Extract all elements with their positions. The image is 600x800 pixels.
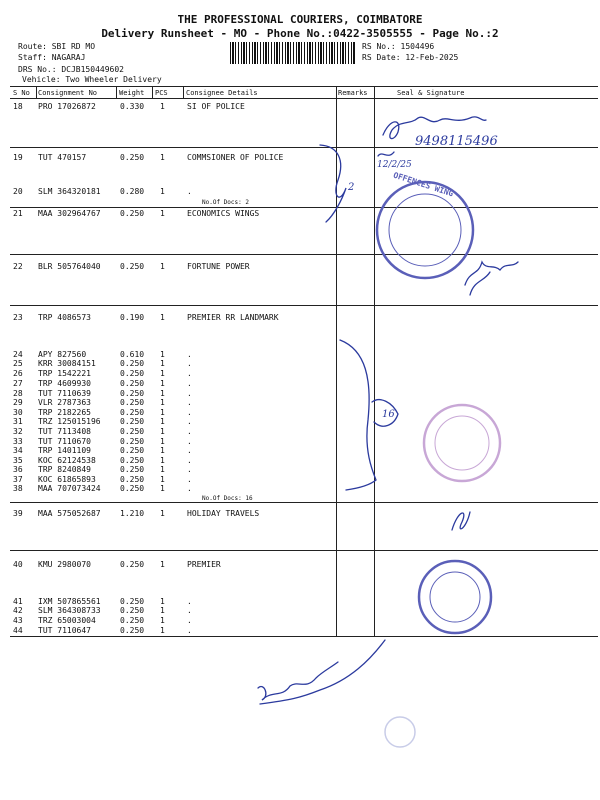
- staff-label: Staff: NAGARAJ: [18, 53, 86, 62]
- row-sno: 18: [13, 102, 23, 111]
- row-pcs: 1: [160, 427, 165, 436]
- row-weight: 0.250: [120, 408, 145, 417]
- row-consignment-no: TRP 1542221: [38, 369, 91, 378]
- row-sno: 31: [13, 417, 23, 426]
- row-consignee: .: [187, 408, 192, 417]
- row-weight: 0.250: [120, 369, 145, 378]
- row-sno: 38: [13, 484, 23, 493]
- row-consignment-no: TUT 7113408: [38, 427, 91, 436]
- row-sno: 32: [13, 427, 23, 436]
- row-consignee: .: [187, 597, 192, 606]
- seal-stamp-1: [377, 182, 473, 278]
- row-consignment-no: TRZ 65003004: [38, 616, 96, 625]
- row-consignee: PREMIER: [187, 560, 221, 569]
- row-consignee: .: [187, 484, 192, 493]
- row-pcs: 1: [160, 446, 165, 455]
- row-consignee: .: [187, 475, 192, 484]
- row-weight: 0.250: [120, 389, 145, 398]
- row-pcs: 1: [160, 509, 165, 518]
- drs-number: DRS No.: DCJB150449602: [18, 65, 124, 74]
- handwritten-phone: 9498115496: [415, 134, 498, 149]
- row-sno: 33: [13, 437, 23, 446]
- row-pcs: 1: [160, 209, 165, 218]
- row-consignment-no: PRO 17026872: [38, 102, 96, 111]
- col-header-consignment: Consignment No: [38, 89, 98, 97]
- row-consignment-no: KOC 61865893: [38, 475, 96, 484]
- row-weight: 0.250: [120, 626, 145, 635]
- row-consignment-no: MAA 302964767: [38, 209, 101, 218]
- row-sno: 22: [13, 262, 23, 271]
- row-consignee: .: [187, 427, 192, 436]
- row-sno: 40: [13, 560, 23, 569]
- row-consignee: .: [187, 398, 192, 407]
- row-sno: 37: [13, 475, 23, 484]
- row-weight: 0.250: [120, 379, 145, 388]
- docs-note: No.Of Docs: 16: [202, 495, 253, 502]
- row-consignee: .: [187, 187, 192, 196]
- row-consignment-no: TRP 2182265: [38, 408, 91, 417]
- row-consignee: FORTUNE POWER: [187, 262, 250, 271]
- row-consignment-no: SLM 364320181: [38, 187, 101, 196]
- row-consignment-no: IXM 507865561: [38, 597, 101, 606]
- vehicle-label: Vehicle: Two Wheeler Delivery: [22, 75, 162, 84]
- row-consignee: .: [187, 456, 192, 465]
- row-sno: 28: [13, 389, 23, 398]
- handwritten-count: 2: [348, 182, 355, 193]
- row-weight: 0.190: [120, 313, 145, 322]
- row-consignment-no: TUT 7110639: [38, 389, 91, 398]
- row-consignee: .: [187, 626, 192, 635]
- handwritten-date: 12/2/25: [377, 160, 412, 170]
- seal-stamp-faint: [385, 717, 415, 747]
- row-weight: 0.250: [120, 262, 145, 271]
- row-consignment-no: SLM 364308733: [38, 606, 101, 615]
- row-weight: 0.250: [120, 398, 145, 407]
- row-weight: 0.250: [120, 446, 145, 455]
- row-consignee: .: [187, 389, 192, 398]
- seal-stamp-2: [424, 405, 500, 481]
- row-pcs: 1: [160, 456, 165, 465]
- row-sno: 26: [13, 369, 23, 378]
- row-consignee: .: [187, 446, 192, 455]
- row-consignee: .: [187, 417, 192, 426]
- row-weight: 0.250: [120, 153, 145, 162]
- row-sno: 23: [13, 313, 23, 322]
- row-consignment-no: TRP 1401109: [38, 446, 91, 455]
- row-consignment-no: MAA 575052687: [38, 509, 101, 518]
- row-consignee: .: [187, 606, 192, 615]
- row-sno: 35: [13, 456, 23, 465]
- row-pcs: 1: [160, 350, 165, 359]
- row-pcs: 1: [160, 398, 165, 407]
- row-consignment-no: KOC 62124538: [38, 456, 96, 465]
- row-sno: 19: [13, 153, 23, 162]
- row-weight: 0.250: [120, 484, 145, 493]
- row-sno: 42: [13, 606, 23, 615]
- row-consignment-no: TRZ 125015196: [38, 417, 101, 426]
- row-pcs: 1: [160, 262, 165, 271]
- row-consignment-no: MAA 707073424: [38, 484, 101, 493]
- row-sno: 36: [13, 465, 23, 474]
- row-weight: 0.250: [120, 616, 145, 625]
- docs-note: No.Of Docs: 2: [202, 199, 249, 206]
- row-consignee: .: [187, 369, 192, 378]
- seal-stamp-3: [419, 561, 491, 633]
- row-weight: 0.250: [120, 560, 145, 569]
- row-pcs: 1: [160, 437, 165, 446]
- row-sno: 34: [13, 446, 23, 455]
- row-consignee: .: [187, 379, 192, 388]
- row-weight: 0.250: [120, 209, 145, 218]
- row-weight: 0.610: [120, 350, 145, 359]
- col-header-remarks: Remarks: [338, 89, 368, 97]
- row-consignee: PREMIER RR LANDMARK: [187, 313, 279, 322]
- row-pcs: 1: [160, 187, 165, 196]
- row-weight: 0.250: [120, 597, 145, 606]
- row-consignee: .: [187, 465, 192, 474]
- row-sno: 44: [13, 626, 23, 635]
- row-pcs: 1: [160, 408, 165, 417]
- row-pcs: 1: [160, 379, 165, 388]
- col-header-pcs: PCS: [155, 89, 168, 97]
- row-consignment-no: TRP 4086573: [38, 313, 91, 322]
- rs-date: RS Date: 12-Feb-2025: [362, 53, 459, 62]
- row-sno: 27: [13, 379, 23, 388]
- row-consignee: SI OF POLICE: [187, 102, 245, 111]
- row-consignment-no: KRR 30084151: [38, 359, 96, 368]
- row-consignee: .: [187, 350, 192, 359]
- row-sno: 25: [13, 359, 23, 368]
- row-pcs: 1: [160, 359, 165, 368]
- row-sno: 43: [13, 616, 23, 625]
- row-weight: 0.250: [120, 456, 145, 465]
- col-header-consignee: Consignee Details: [186, 89, 258, 97]
- row-consignment-no: KMU 2980070: [38, 560, 91, 569]
- row-consignment-no: APY 827560: [38, 350, 87, 359]
- row-consignment-no: BLR 505764040: [38, 262, 101, 271]
- row-sno: 30: [13, 408, 23, 417]
- row-consignee: .: [187, 437, 192, 446]
- row-sno: 29: [13, 398, 23, 407]
- row-pcs: 1: [160, 102, 165, 111]
- page-title: THE PROFESSIONAL COURIERS, COIMBATORE: [177, 13, 423, 26]
- row-sno: 24: [13, 350, 23, 359]
- row-pcs: 1: [160, 560, 165, 569]
- page-subtitle: Delivery Runsheet - MO - Phone No.:0422-3505555 - Page No.:2: [101, 27, 499, 40]
- row-consignee: .: [187, 359, 192, 368]
- row-weight: 0.250: [120, 427, 145, 436]
- row-pcs: 1: [160, 484, 165, 493]
- row-weight: 0.250: [120, 417, 145, 426]
- row-consignee: HOLIDAY TRAVELS: [187, 509, 260, 518]
- row-weight: 0.280: [120, 187, 145, 196]
- row-pcs: 1: [160, 626, 165, 635]
- stamp-text: OFFENCES WING: [392, 170, 455, 199]
- handwritten-count: 16: [382, 409, 395, 420]
- row-weight: 0.330: [120, 102, 145, 111]
- row-pcs: 1: [160, 606, 165, 615]
- row-pcs: 1: [160, 153, 165, 162]
- row-weight: 1.210: [120, 509, 145, 518]
- row-weight: 0.250: [120, 359, 145, 368]
- row-pcs: 1: [160, 313, 165, 322]
- row-consignment-no: TRP 4609930: [38, 379, 91, 388]
- row-sno: 21: [13, 209, 23, 218]
- col-header-sno: S No: [13, 89, 30, 97]
- col-header-weight: Weight: [119, 89, 145, 97]
- row-pcs: 1: [160, 475, 165, 484]
- row-consignment-no: VLR 2787363: [38, 398, 91, 407]
- row-pcs: 1: [160, 597, 165, 606]
- row-sno: 20: [13, 187, 23, 196]
- row-consignee: COMMSIONER OF POLICE: [187, 153, 284, 162]
- row-sno: 39: [13, 509, 23, 518]
- row-weight: 0.250: [120, 437, 145, 446]
- rs-number: RS No.: 1504496: [362, 42, 435, 51]
- row-consignee: .: [187, 616, 192, 625]
- row-consignment-no: TUT 7110670: [38, 437, 91, 446]
- row-weight: 0.250: [120, 606, 145, 615]
- col-header-seal: Seal & Signature: [397, 89, 465, 97]
- row-pcs: 1: [160, 389, 165, 398]
- route-label: Route: SBI RD MO: [18, 42, 96, 51]
- row-consignment-no: TRP 8240849: [38, 465, 91, 474]
- row-weight: 0.250: [120, 465, 145, 474]
- row-sno: 41: [13, 597, 23, 606]
- row-pcs: 1: [160, 369, 165, 378]
- row-weight: 0.250: [120, 475, 145, 484]
- row-pcs: 1: [160, 465, 165, 474]
- row-consignee: ECONOMICS WINGS: [187, 209, 260, 218]
- row-consignment-no: TUT 7110647: [38, 626, 91, 635]
- row-consignment-no: TUT 470157: [38, 153, 87, 162]
- row-pcs: 1: [160, 616, 165, 625]
- row-pcs: 1: [160, 417, 165, 426]
